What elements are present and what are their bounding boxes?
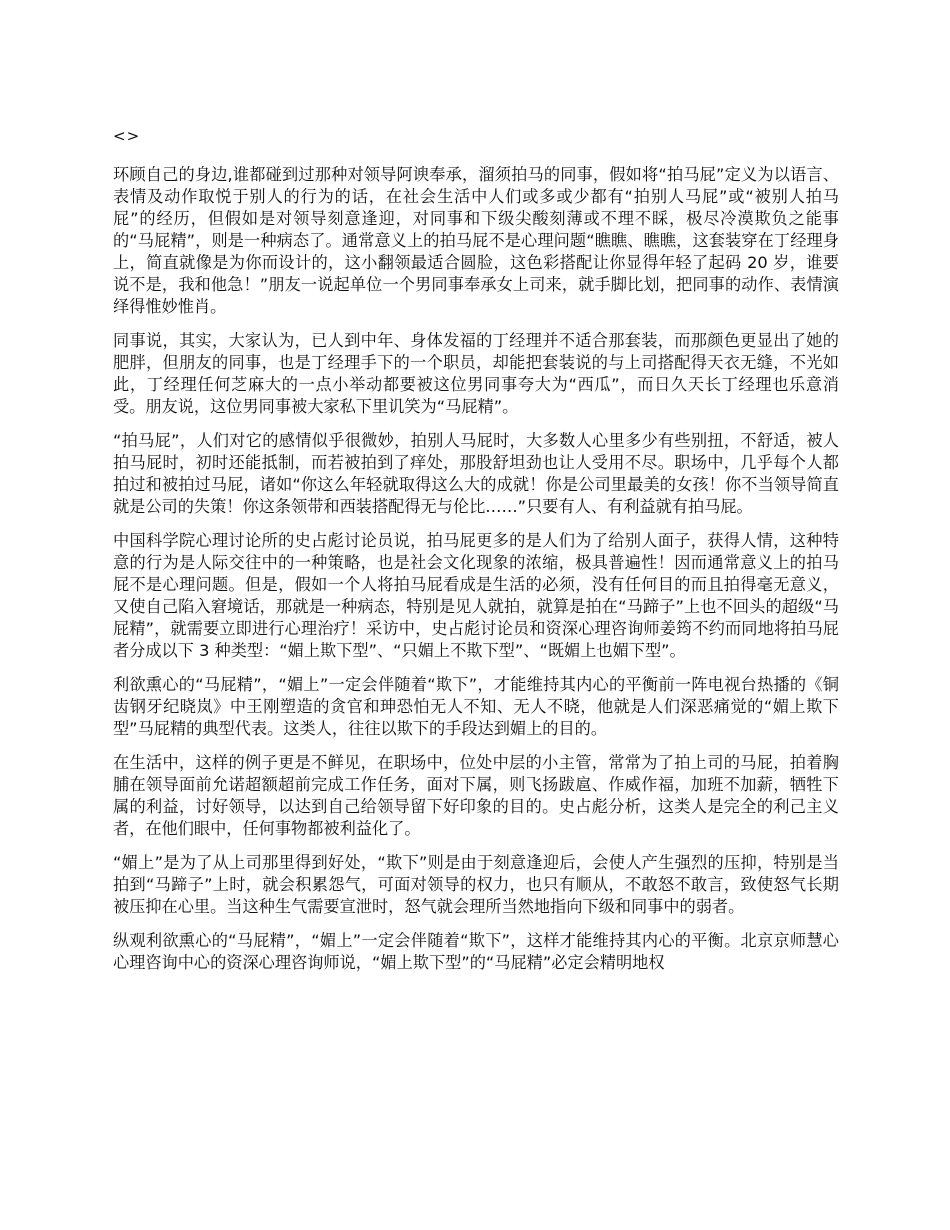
paragraph-3: “拍马屁”，人们对它的感情似乎很微妙，拍别人马屁时，大多数人心里多少有些别扭，不舒适，被人拍马屁时，初时还能抵制，而若被拍到了痒处，那股舒坦劲也让人受用不尽。职场中，几乎每个人都拍过和被拍过马屁，诸如“你这么年轻就取得这么大的成就！你是公司里最美的女孩！你不当领导简直就是公司的失策！你这条领带和西装搭配得无与伦比……”只要有人、有利益就有拍马屁。 [113, 431, 839, 516]
paragraph-7: “媚上”是为了从上司那里得到好处，“欺下”则是由于刻意逢迎后，会使人产生强烈的压抑，特别是当拍到“马蹄子”上时，就会积累怨气，可面对领导的权力，也只有顺从，不敢怒不敢言，致使怒气长期被压抑在心里。当这种生气需要宣泄时，怒气就会理所当然地指向下级和同事中的弱者。 [113, 853, 839, 916]
page-marker: <> [113, 127, 141, 145]
paragraph-6: 在生活中，这样的例子更是不鲜见，在职场中，位处中层的小主管，常常为了拍上司的马屁，拍着胸脯在领导面前允诺超额超前完成工作任务，面对下属，则飞扬跋扈、作威作福，加班不加薪，牺牲下属的利益，讨好领导，以达到自己给领导留下好印象的目的。史占彪分析，这类人是完全的利己主义者，在他们眼中，任何事物都被利益化了。 [113, 753, 839, 838]
paragraph-2: 同事说，其实，大家认为，已人到中年、身体发福的丁经理并不适合那套装，而那颜色更显出了她的肥胖，但朋友的同事，也是丁经理手下的一个职员，却能把套装说的与上司搭配得天衣无缝，不光如此，丁经理任何芝麻大的一点小举动都要被这位男同事夸大为“西瓜”，而日久天长丁经理也乐意消受。朋友说，这位男同事被大家私下里讥笑为“马屁精”。 [113, 331, 839, 416]
paragraph-8: 纵观利欲熏心的“马屁精”，“媚上”一定会伴随着“欺下”，这样才能维持其内心的平衡。北京京师慧心心理咨询中心的资深心理咨询师说，“媚上欺下型”的“马屁精”必定会精明地权 [113, 931, 839, 972]
paragraph-4: 中国科学院心理讨论所的史占彪讨论员说，拍马屁更多的是人们为了给别人面子，获得人情，这种特意的行为是人际交往中的一种策略，也是社会文化现象的浓缩，极具普遍性！因而通常意义上的拍马屁不是心理问题。但是，假如一个人将拍马屁看成是生活的必须，没有任何目的而且拍得毫无意义，又使自己陷入窘境话，那就是一种病态，特别是见人就拍，就算是拍在“马蹄子”上也不回头的超级“马屁精”，就需要立即进行心理治疗！采访中，史占彪讨论员和资深心理咨询师姜筠不约而同地将拍马屁者分成以下 3 种类型：“媚上欺下型”、“只媚上不欺下型”、“既媚上也媚下型”。 [113, 531, 839, 660]
document-page [113, 124, 839, 986]
paragraph-1: 环顾自己的身边,谁都碰到过那种对领导阿谀奉承，溜须拍马的同事，假如将“拍马屁”定义为以语言、表情及动作取悦于别人的行为的话，在社会生活中人们或多或少都有“拍别人马屁”或“被别人拍马屁”的经历，但假如是对领导刻意逢迎，对同事和下级尖酸刻薄或不理不睬，极尽冷漠欺负之能事的“马屁精”，则是一种病态了。通常意义上的拍马屁不是心理问题“瞧瞧、瞧瞧，这套装穿在丁经理身上，简直就像是为你而设计的，这小翻领最适合圆脸，这色彩搭配让你显得年轻了起码 20 岁，谁要说不是，我和他急！”朋友一说起单位一个男同事奉承女上司来，就手脚比划，把同事的动作、表情演绎得惟妙惟肖。 [113, 165, 839, 316]
paragraph-5: 利欲熏心的“马屁精”，“媚上”一定会伴随着“欺下”，才能维持其内心的平衡前一阵电视台热播的《铜齿钢牙纪晓岚》中王刚塑造的贪官和珅恐怕无人不知、无人不晓，他就是人们深恶痛觉的“媚上欺下型”马屁精的典型代表。这类人，往往以欺下的手段达到媚上的目的。 [113, 675, 839, 738]
